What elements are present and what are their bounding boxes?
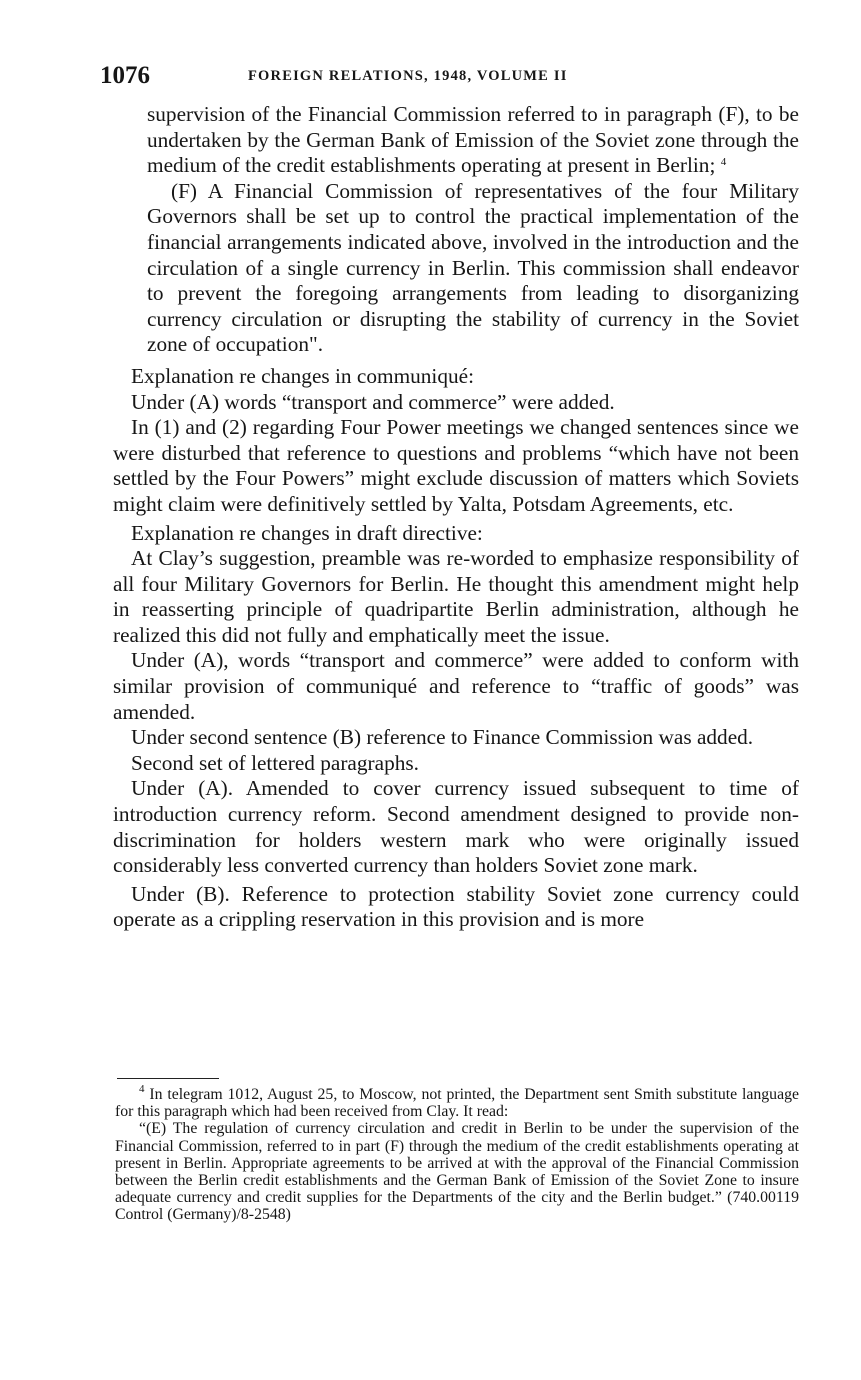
footnote-quote: “(E) The regulation of currency circulation and credit in Berlin to be under the supervision of the Financial Commission, referred to in part (F) through the medium of the credit establishments operating at present in Berlin. Appropriate agreements to be arrived at with the approval of the Financial Commission between the Berlin credit establishments and the German Bank of Emission of the Soviet Zone to insure adequate currency and credit supplies for the Departments of the city and the Berlin budget.” (740.00119 Control (Germany)/8-2548) — [115, 1120, 799, 1224]
page-number: 1076 — [100, 62, 150, 89]
body-paragraph: Under (A). Amended to cover currency issued subsequent to time of introduction currency reform. Second amendment designed to provide non-discrimination for holders western mark who were originally issued considerably less converted currency than holders Soviet zone mark. — [113, 776, 799, 878]
footnotes — [115, 1083, 799, 1224]
footnote-marker: 4 — [139, 1083, 145, 1095]
body-paragraph: Under (B). Reference to protection stability Soviet zone currency could operate as a crippling reservation in this provision and is more — [113, 881, 799, 932]
footnote-divider — [117, 1078, 219, 1079]
body-paragraph: Explanation re changes in communiqué: — [131, 363, 475, 388]
quote-paragraph-f: (F) A Financial Commission of representatives of the four Military Governors shall be set up to control the practical implementation of the financial arrangements indicated above, involved in the introduction and the circulation of a single currency in Berlin. This commission shall endeavor to prevent the foregoing arrangements from leading to disorganizing currency circulation or disrupting the stability of currency in the Soviet zone of occupation". — [147, 178, 799, 357]
body-paragraph: Explanation re changes in draft directive: — [131, 520, 483, 545]
page-header — [100, 62, 800, 94]
footnote-paragraph — [115, 1083, 799, 1121]
footnote-text: In telegram 1012, August 25, to Moscow, not printed, the Department sent Smith substitute language for this paragraph which had been received from Clay. It read: — [115, 1086, 799, 1121]
body-paragraph: Under (A) words “transport and commerce” were added. — [131, 389, 615, 414]
body-paragraph: In (1) and (2) regarding Four Power meetings we changed sentences since we were disturbed that reference to questions and problems “which have not been settled by the Four Powers” might exclude discussion of matters which Soviets might claim were definitively settled by Yalta, Potsdam Agreements, etc. — [113, 415, 799, 516]
quote-paragraph-continued — [147, 102, 799, 179]
quoted-directive — [113, 102, 799, 358]
body-paragraph: Under (A), words “transport and commerce” were added to conform with similar provision of communiqué and reference to “traffic of goods” was amended. — [113, 648, 799, 724]
body-paragraph: At Clay’s suggestion, preamble was re-worded to emphasize responsibility of all four Military Governors for Berlin. He thought this amendment might help in reasserting principle of quadripartite Berlin administration, although he realized this did not fully and emphatically meet the issue. — [113, 546, 799, 647]
body-paragraph: Second set of lettered paragraphs. — [131, 750, 419, 775]
body-paragraph: Under second sentence (B) reference to Finance Commission was added. — [131, 725, 754, 750]
main-text — [113, 102, 799, 933]
quote-paragraph-text: supervision of the Financial Commission referred to in paragraph (F), to be undertaken by the German Bank of Emission of the Soviet zone through the medium of the credit establishments operating at present in Berlin; — [147, 102, 799, 178]
running-head: FOREIGN RELATIONS, 1948, VOLUME II — [248, 68, 568, 84]
footnote-reference: 4 — [720, 156, 727, 169]
